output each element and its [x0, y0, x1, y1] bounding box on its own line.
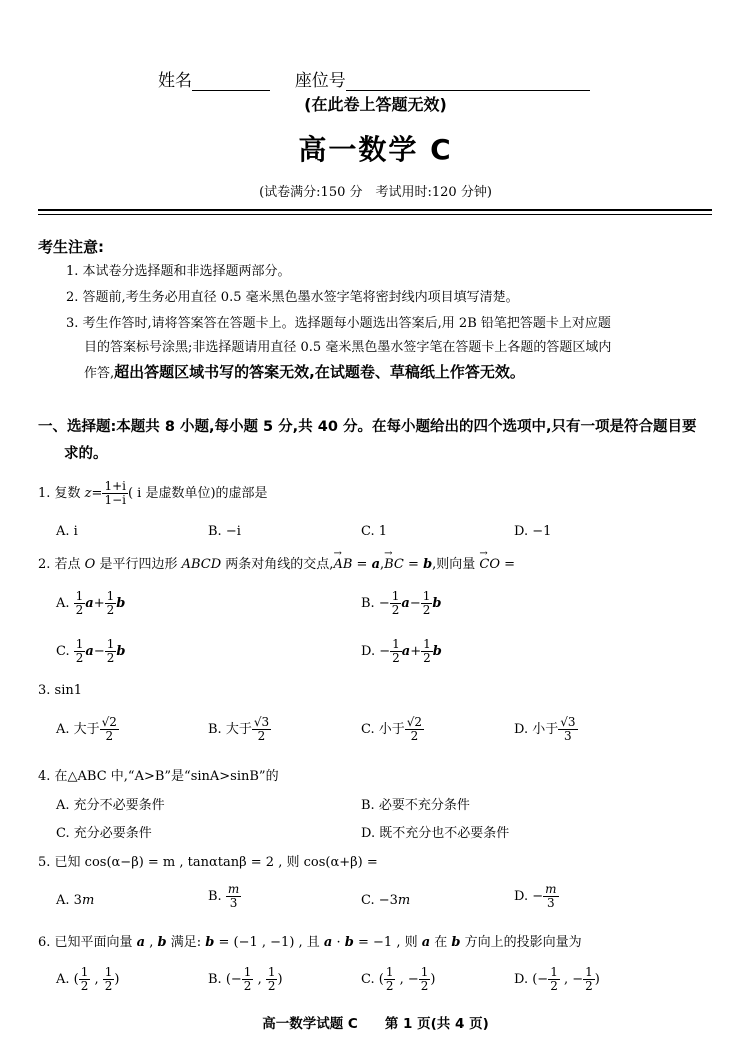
q2-option-a[interactable]: A. $\frac{1}{2}$ a+ $\frac{1}{2}$ b — [56, 589, 126, 617]
notice-item-3: 3. 考生作答时,请将答案答在答题卡上。选择题每小题选出答案后,用 2B 铅笔把答题卡上对应题 — [66, 316, 611, 331]
q1-pre: 1. 复数 — [38, 486, 85, 501]
section-line-1: 一、选择题:本题共 8 小题,每小题 5 分,共 40 分。在每小题给出的四个选项中,只有一项是符合题目要 — [38, 419, 697, 435]
notice-item-2: 2. 答题前,考生务必用直径 0.5 毫米黑色墨水签字笔将密封线内项目填写清楚。 — [66, 290, 519, 305]
q1-den: 1−i — [104, 493, 126, 507]
vector-arrow-icon: → — [479, 548, 488, 559]
q3-option-c[interactable]: C. 小于 $\frac{√2}{2}$ — [361, 715, 423, 743]
seat-blank[interactable] — [346, 74, 590, 91]
q1-z: z — [84, 486, 92, 501]
invalid-note: (在此卷上答题无效) — [304, 95, 447, 114]
section-line-2: 求的。 — [64, 446, 108, 462]
name-seat-line — [158, 66, 590, 91]
q2-text2: 是平行四边形 — [95, 557, 182, 572]
q6-option-a[interactable]: A. ( $\frac{1}{2}$ , $\frac{1}{2}$ ) — [56, 965, 120, 993]
q2-vec-AB — [333, 548, 353, 572]
notice-item-1: 1. 本试卷分选择题和非选择题两部分。 — [66, 264, 291, 279]
vector-arrow-icon: → — [333, 548, 342, 559]
q2-eqb: = — [403, 557, 424, 572]
q1-option-b[interactable]: B. −i — [208, 524, 241, 539]
q6-option-b[interactable]: B. (− $\frac{1}{2}$ , $\frac{1}{2}$ ) — [208, 965, 283, 993]
q2-O: O — [84, 557, 96, 572]
notice-warning: 超出答题区域书写的答案无效,在试题卷、草稿纸上作答无效。 — [114, 363, 525, 381]
question-1 — [38, 480, 268, 507]
q2-b: b — [423, 557, 433, 572]
q6-option-d[interactable]: D. (− $\frac{1}{2}$ , − $\frac{1}{2}$ ) — [514, 965, 600, 993]
q2-option-b[interactable]: B. − $\frac{1}{2}$ a− $\frac{1}{2}$ b — [361, 589, 442, 617]
q6-option-c[interactable]: C. ( $\frac{1}{2}$ , − $\frac{1}{2}$ ) — [361, 965, 436, 993]
notice-item-3-end — [84, 361, 525, 387]
seat-label: 座位号 — [294, 71, 346, 91]
q2-AB: AB — [333, 557, 353, 572]
q4-option-a[interactable]: A. 充分不必要条件 — [56, 798, 165, 813]
question-2 — [38, 548, 516, 572]
question-6: 6. 已知平面向量 a , b 满足: b = (−1 , −1) , 且 a · b = −1 , 则 a 在 b 方向上的投影向量为 — [38, 935, 582, 950]
notice-item-3-cont: 目的答案标号涂黑;非选择题请用直径 0.5 毫米黑色墨水签字笔在答题卡上各题的答题区域内 — [84, 340, 612, 355]
page-footer: 高一数学试题 C 第 1 页(共 4 页) — [262, 1016, 489, 1032]
q1-eq: = — [91, 486, 103, 501]
q2-text1: 2. 若点 — [38, 557, 85, 572]
section-choice-heading — [38, 414, 718, 468]
q1-num: 1+i — [104, 479, 126, 493]
q1-option-c[interactable]: C. 1 — [361, 524, 388, 539]
vector-arrow-icon: → — [384, 548, 393, 559]
q2-option-d[interactable]: D. − $\frac{1}{2}$ a+ $\frac{1}{2}$ b — [361, 637, 442, 665]
q4-option-c[interactable]: C. 充分必要条件 — [56, 826, 152, 841]
q1-fraction — [102, 480, 128, 507]
q2-text3: 两条对角线的交点, — [221, 557, 334, 572]
q2-ABCD: ABCD — [181, 557, 222, 572]
q2-CO: CO — [479, 557, 501, 572]
q1-post: ( i 是虚数单位)的虚部是 — [127, 486, 268, 501]
q2-a: a — [371, 557, 380, 572]
q5-option-c[interactable]: C. −3m — [361, 893, 411, 908]
q5-option-d[interactable]: D. − $\frac{m}{3}$ — [514, 882, 557, 910]
q4-option-b[interactable]: B. 必要不充分条件 — [361, 798, 470, 813]
q3-option-d[interactable]: D. 小于 $\frac{√3}{3}$ — [514, 715, 576, 743]
q2-text4: ,则向量 — [432, 557, 480, 572]
q1-option-d[interactable]: D. −1 — [514, 524, 552, 539]
q4-option-d[interactable]: D. 既不充分也不必要条件 — [361, 826, 510, 841]
q3-option-a[interactable]: A. 大于 $\frac{√2}{2}$ — [56, 715, 117, 743]
q3-option-b[interactable]: B. 大于 $\frac{√3}{2}$ — [208, 715, 270, 743]
q1-option-a[interactable]: A. i — [56, 524, 78, 539]
question-5: 5. 已知 cos(α−β) = m , tanαtanβ = 2 , 则 cos(α+β) = — [38, 855, 378, 870]
q2-vec-CO — [479, 548, 501, 572]
q2-text5: = — [500, 557, 516, 572]
header-rule-thick — [38, 209, 712, 211]
q2-vec-BC — [384, 548, 404, 572]
name-blank[interactable] — [192, 74, 270, 91]
name-label: 姓名 — [158, 71, 192, 91]
header-rule-thin — [38, 214, 712, 215]
q2-BC: BC — [384, 557, 404, 572]
q5-option-b[interactable]: B. $\frac{m}{3}$ — [208, 882, 240, 910]
q2-option-c[interactable]: C. $\frac{1}{2}$ a− $\frac{1}{2}$ b — [56, 637, 126, 665]
exam-title: 高一数学 C — [298, 133, 453, 166]
notice-heading: 考生注意: — [38, 238, 104, 256]
q5-option-a[interactable]: A. 3m — [56, 893, 95, 908]
q2-eqa: = — [352, 557, 372, 572]
question-3: 3. sin1 — [38, 683, 83, 698]
q2-comma: , — [380, 557, 385, 572]
notice-item-3-end-text: 作答, — [84, 366, 115, 381]
exam-info: (试卷满分:150 分 考试用时:120 分钟) — [259, 185, 492, 200]
question-4: 4. 在△ABC 中,“A>B”是“sinA>sinB”的 — [38, 769, 279, 784]
